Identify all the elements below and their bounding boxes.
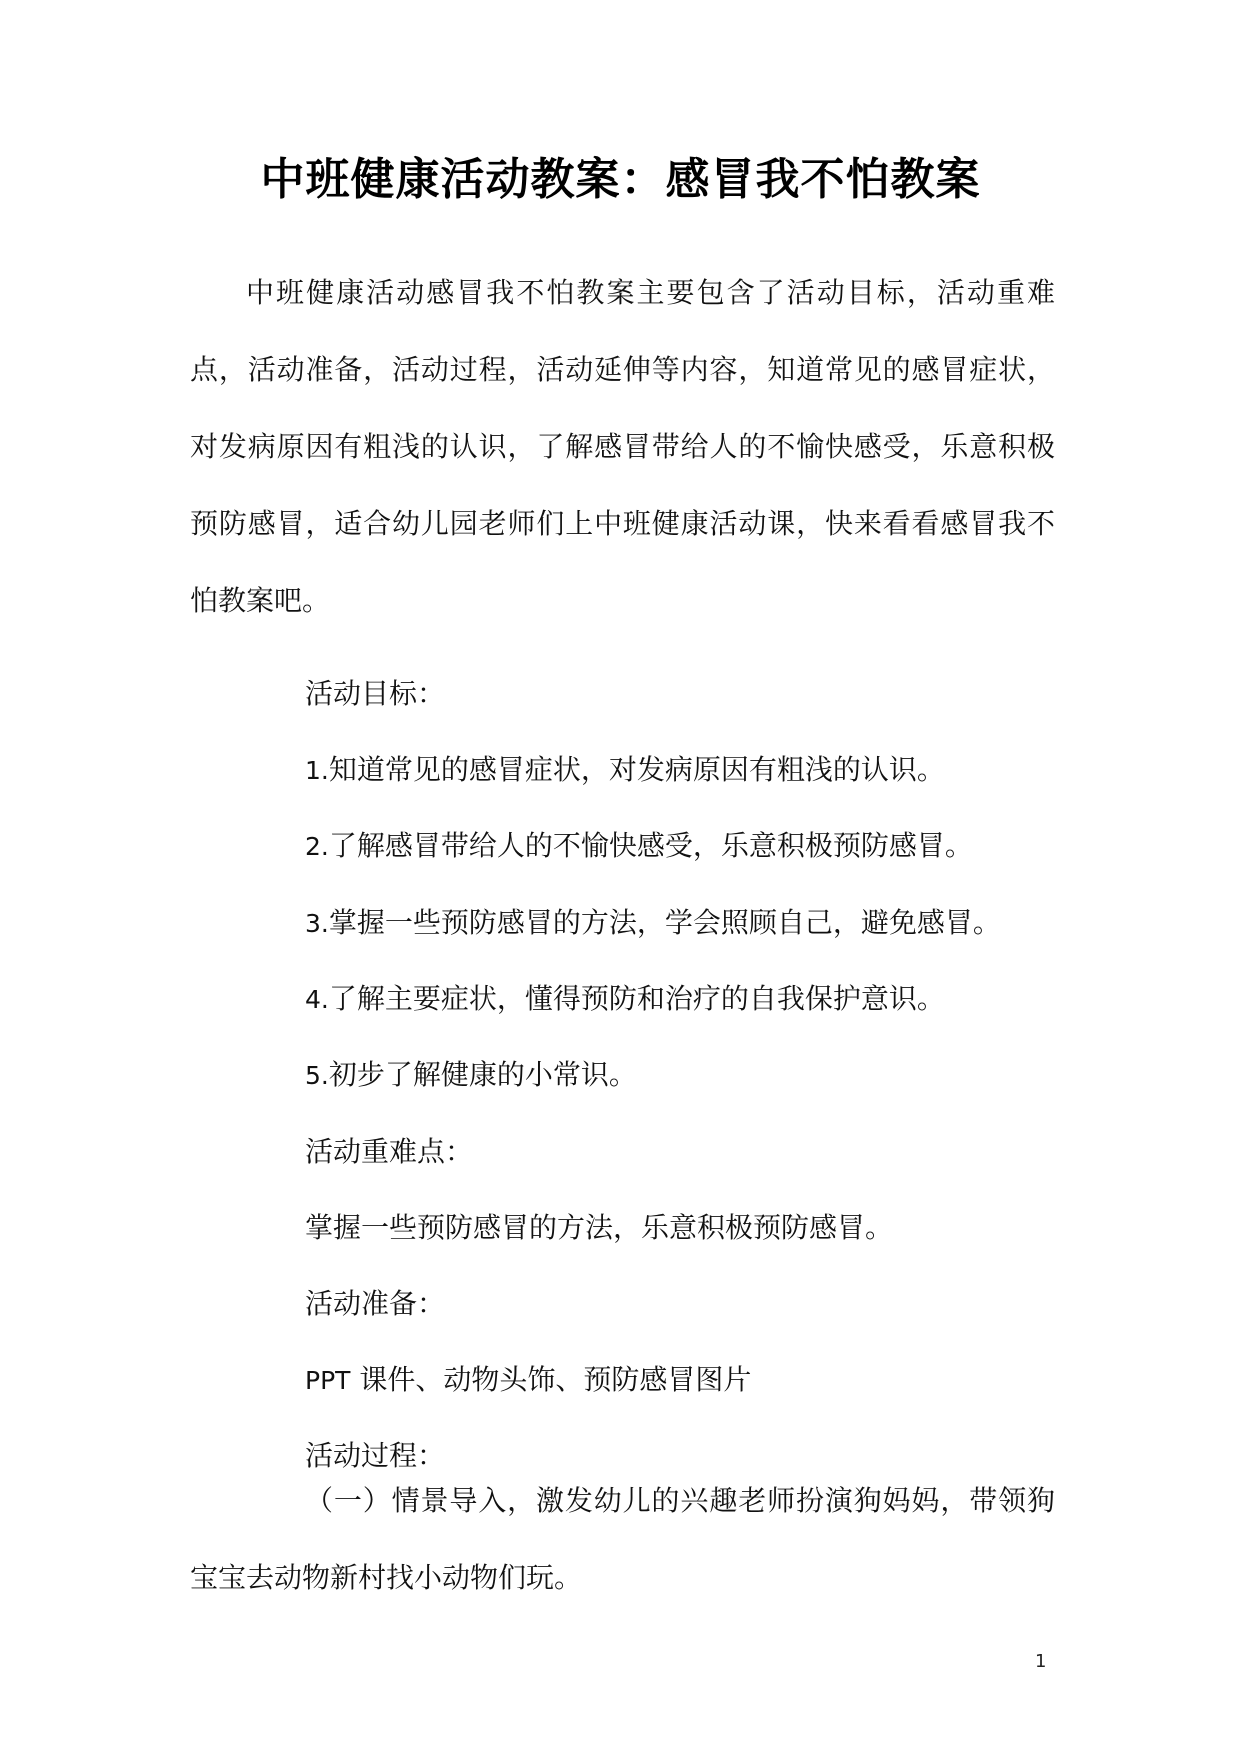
goal-item: [305, 824, 973, 869]
goal-number: 4.: [305, 985, 329, 1014]
intro-paragraph: 中班健康活动感冒我不怕教案主要包含了活动目标，活动重难点，活动准备，活动过程，活动延伸等内容，知道常见的感冒症状，对发病原因有粗浅的认识，了解感冒带给人的不愉快感受，乐意积极预防感冒，适合幼儿园老师们上中班健康活动课，快来看看感冒我不怕教案吧。: [190, 276, 1055, 617]
goal-number: 3.: [305, 909, 329, 938]
goal-item: [305, 901, 1001, 946]
goal-item: [305, 1053, 637, 1098]
goal-number: 1.: [305, 756, 329, 785]
document-title: 中班健康活动教案：感冒我不怕教案: [260, 154, 981, 205]
goal-text: 知道常见的感冒症状，对发病原因有粗浅的认识。: [328, 753, 945, 786]
preparation-prefix: PPT: [305, 1366, 351, 1395]
process-heading: 活动过程：: [305, 1439, 446, 1472]
preparation-text: [305, 1358, 751, 1403]
process-step-paragraph: （一）情景导入，激发幼儿的兴趣老师扮演狗妈妈，带领狗宝宝去动物新村找小动物们玩。: [190, 1484, 1055, 1594]
goal-text: 初步了解健康的小常识。: [328, 1058, 637, 1091]
goal-text: 了解主要症状，懂得预防和治疗的自我保护意识。: [328, 982, 945, 1015]
goal-text: 了解感冒带给人的不愉快感受，乐意积极预防感冒。: [328, 829, 973, 862]
key-points-heading: 活动重难点：: [305, 1135, 474, 1168]
goal-item: [305, 748, 945, 793]
key-points-text: 掌握一些预防感冒的方法，乐意积极预防感冒。: [305, 1211, 894, 1244]
goals-heading: 活动目标：: [305, 677, 446, 710]
goal-text: 掌握一些预防感冒的方法，学会照顾自己，避免感冒。: [328, 906, 1001, 939]
goal-number: 5.: [305, 1061, 329, 1090]
page-number: 1: [1035, 1651, 1047, 1672]
goal-item: [305, 977, 945, 1022]
preparation-items: 课件、动物头饰、预防感冒图片: [359, 1363, 752, 1396]
goal-number: 2.: [305, 832, 329, 861]
preparation-heading: 活动准备：: [305, 1287, 446, 1320]
